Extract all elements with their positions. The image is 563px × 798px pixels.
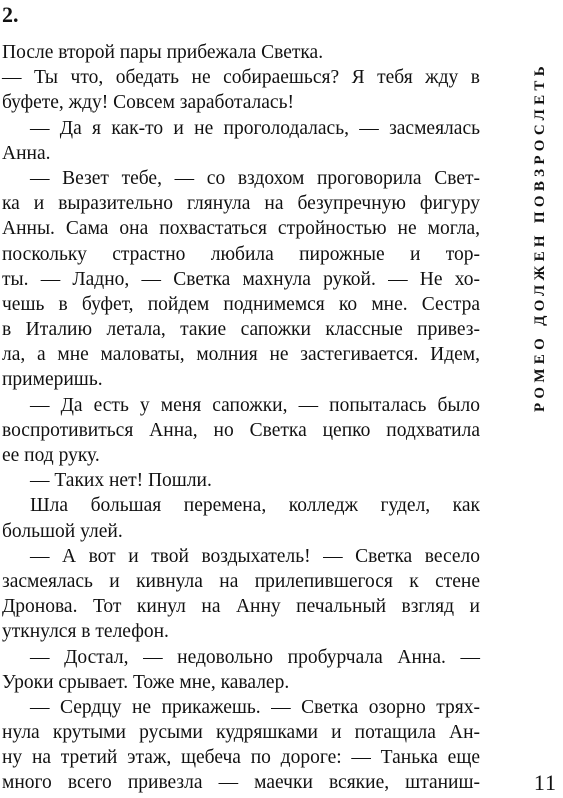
- page-number: 11: [533, 770, 557, 795]
- text-line: большой улей.: [2, 520, 123, 542]
- text-line: много всего привезла — маечки всякие, штаниш-: [2, 772, 480, 794]
- text-line: — Ты что, обедать не собираешься? Я тебя жду в: [2, 67, 480, 89]
- text-line: — Таких нет! Пошли.: [30, 470, 212, 492]
- text-line: ка и выразительно глянула на безупречную фигуру: [2, 193, 480, 215]
- text-line: Уроки срывает. Тоже мне, кавалер.: [2, 671, 290, 693]
- text-line: Анна.: [2, 142, 51, 164]
- text-line: Анны. Сама она похвастаться стройностью не могла,: [2, 218, 480, 240]
- text-line: нула крутыми русыми кудряшками и потащила Ан-: [2, 722, 480, 744]
- text-line: После второй пары прибежала Светка.: [2, 42, 324, 63]
- chapter-number: 2.: [2, 2, 19, 27]
- text-line: — Сердцу не прикажешь. — Светка озорно трях-: [30, 696, 480, 718]
- text-line: Шла большая перемена, колледж гудел, как: [30, 495, 480, 517]
- text-line: засмеялась и кивнула на прилепившегося к стене: [2, 570, 480, 592]
- running-title: РОМЕО ДОЛЖЕН ПОВЗРОСЛЕТЬ: [532, 62, 548, 412]
- body-text: [2, 40, 480, 796]
- text-line: воспротивиться Анна, но Светка цепко подхватила: [2, 419, 480, 441]
- text-line: примеришь.: [2, 369, 103, 391]
- text-line: ну на третий этаж, щебеча по дороге: — Танька еще: [2, 747, 480, 769]
- text-line: в Италию летала, такие сапожки классные привез-: [2, 319, 480, 341]
- text-line: — Достал, — недовольно пробурчала Анна. —: [30, 646, 480, 668]
- text-line: Дронова. Тот кинул на Анну печальный взгляд и: [2, 596, 480, 618]
- text-line: — А вот и твой воздыхатель! — Светка весело: [30, 545, 480, 567]
- text-line: — Везет тебе, — со вздохом проговорила Свет-: [30, 167, 480, 189]
- text-line: ты. — Ладно, — Светка махнула рукой. — Не хо-: [2, 268, 480, 290]
- text-line: ее под руку.: [2, 445, 100, 466]
- text-line: поскольку страстно любила пирожные и тор-: [2, 243, 480, 265]
- text-line: — Да есть у меня сапожки, — попыталась было: [30, 394, 480, 416]
- text-line: — Да я как-то и не проголодалась, — засмеялась: [30, 117, 480, 139]
- text-line: ла, а мне маловаты, молния не застегивается. Идем,: [2, 344, 480, 366]
- text-line: чешь в буфет, пойдем поднимемся ко мне. Сестра: [2, 293, 480, 315]
- text-line: уткнулся в телефон.: [2, 621, 169, 643]
- text-line: буфете, жду! Совсем заработалась!: [2, 92, 294, 114]
